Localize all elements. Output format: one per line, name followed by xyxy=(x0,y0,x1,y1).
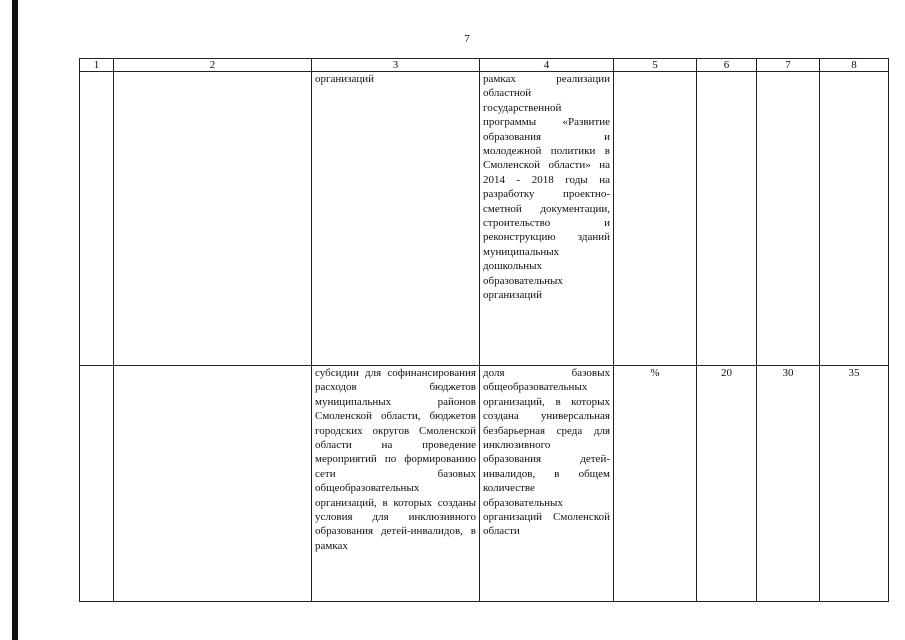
cell-number xyxy=(80,72,114,366)
cell-measure: организаций xyxy=(312,72,480,366)
column-header-5: 5 xyxy=(614,59,697,72)
table-row xyxy=(80,72,889,366)
cell-value-year1: 20 xyxy=(697,366,757,602)
cell-unit: % xyxy=(614,366,697,602)
indicator-table xyxy=(79,58,889,602)
cell-value-year3 xyxy=(820,72,889,366)
cell-unit xyxy=(614,72,697,366)
page-number: 7 xyxy=(464,33,470,45)
column-header-1: 1 xyxy=(80,59,114,72)
cell-indicator: доля базовых общеобразовательных организаций, в которых создана универсальная безбарьерная среда для инклюзивного образования детей-инвалидов, в общем количестве образовательных организаций Смоленской области xyxy=(480,366,614,602)
column-header-6: 6 xyxy=(697,59,757,72)
cell-value-year2 xyxy=(757,72,820,366)
cell-value-year3: 35 xyxy=(820,366,889,602)
cell-value-year2: 30 xyxy=(757,366,820,602)
cell-value-year1 xyxy=(697,72,757,366)
scan-edge-bar xyxy=(12,0,18,640)
cell-number xyxy=(80,366,114,602)
column-header-7: 7 xyxy=(757,59,820,72)
header-row xyxy=(80,59,889,72)
table-row xyxy=(80,366,889,602)
cell-goal xyxy=(114,72,312,366)
column-header-2: 2 xyxy=(114,59,312,72)
cell-indicator: рамках реализации областной государственной программы «Развитие образования и молодежной политики в Смоленской области» на 2014 - 2018 годы на разработку проектно-сметной документации, строительство и реконструкцию зданий муниципальных дошкольных образовательных организаций xyxy=(480,72,614,366)
column-header-4: 4 xyxy=(480,59,614,72)
cell-measure: субсидии для софинансирования расходов бюджетов муниципальных районов Смоленской области, бюджетов городских округов Смоленской области на проведение мероприятий по формированию сети базовых общеобразовательных организаций, в которых созданы условия для инклюзивного образования детей-инвалидов, в рамках xyxy=(312,366,480,602)
column-header-8: 8 xyxy=(820,59,889,72)
cell-goal xyxy=(114,366,312,602)
column-header-3: 3 xyxy=(312,59,480,72)
